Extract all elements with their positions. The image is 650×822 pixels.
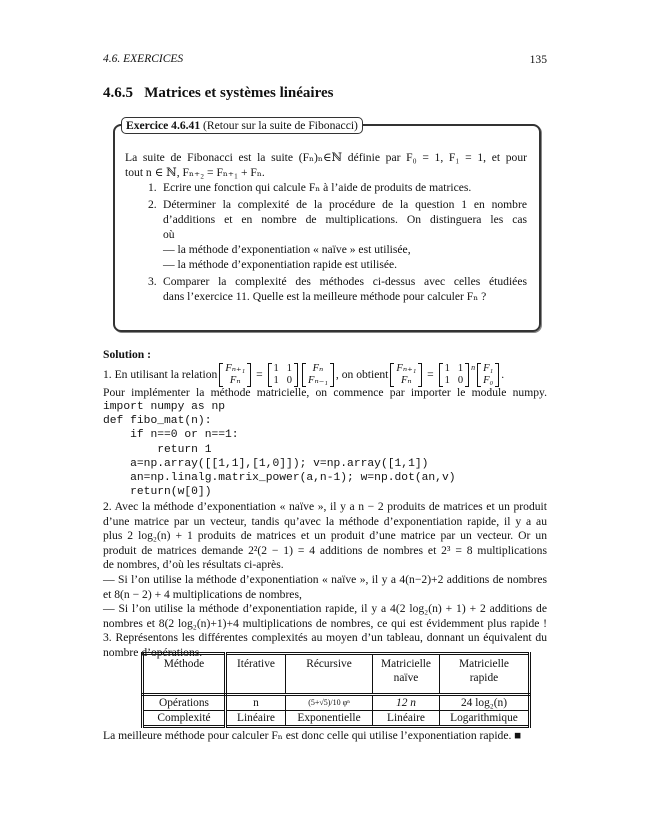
- exercise-item-line: — la méthode d’exponentiation « naïve » est utilisée,: [163, 243, 411, 256]
- code-line: import numpy as np: [103, 401, 226, 413]
- paragraph-line: nombres et 8(2 log₂(n)+1)+4 multiplications de nombres, ce qui est évidemment plus rapide !: [103, 616, 547, 630]
- table-header-cell: Méthode: [143, 654, 226, 695]
- matrix-lhs-2: Fₙ₊₁ Fₙ: [390, 363, 422, 387]
- exercise-item-line: Déterminer la complexité de la procédure de la question 1 en nombre: [163, 198, 527, 211]
- table-cell: Linéaire: [373, 711, 440, 727]
- exercise-item-line: d’additions et en nombre de multiplications. On distinguera les cas: [163, 213, 527, 226]
- table-cell: Linéaire: [226, 711, 286, 727]
- exercise-intro-2: tout n ∈ ℕ, Fₙ₊₂ = Fₙ₊₁ + Fₙ.: [125, 166, 265, 179]
- running-header-section: 4.6. EXERCICES: [103, 53, 184, 65]
- table-row: [143, 695, 530, 711]
- table-cell: 12 n: [373, 695, 440, 711]
- paragraph-line: d’une matrice par un vecteur, tandis qu’avec la méthode d’exponentiation rapide, il y a au: [103, 514, 547, 528]
- matrix-a: 1 1 1 0: [268, 363, 299, 387]
- exercise-item-line: Comparer la complexité des méthodes ci-dessus avec celles étudiées: [163, 275, 527, 288]
- paragraph-line: 3. Représentons les différentes complexités au moyen d’un tableau, donnant un équivalent du: [103, 631, 547, 645]
- matrix-a-2: 1 1 1 0: [439, 363, 470, 387]
- table-cell: Opérations: [143, 695, 226, 711]
- paragraph-line: nombre d’opérations.: [103, 646, 203, 659]
- conclusion: La meilleure méthode pour calculer Fₙ est donc celle qui utilise l’exponentiation rapide. ■: [103, 729, 522, 742]
- matrix-f: F₁ F₀: [477, 363, 499, 387]
- exercise-label: [121, 117, 363, 134]
- table-cell: Logarithmique: [440, 711, 530, 727]
- code-line: a=np.array([[1,1],[1,0]]); v=np.array([1,1]): [103, 457, 429, 470]
- exercise-number: Exercice 4.6.41: [126, 119, 201, 132]
- exercise-item-line: Ecrire une fonction qui calcule Fₙ à l’aide de produits de matrices.: [163, 181, 472, 194]
- page-number: 135: [529, 53, 547, 66]
- paragraph-line: et 8(n − 2) + 4 multiplications de nombres,: [103, 587, 302, 601]
- solution-title: Solution :: [103, 348, 151, 361]
- section-title: 4.6.5 Matrices et systèmes linéaires: [103, 85, 334, 101]
- table-header-cell: Récursive: [286, 654, 373, 695]
- paragraph-line: produit de matrices demande 2²(2 − 1) = 4 additions de nombres et 2³ = 8 multiplications: [103, 543, 547, 557]
- exercise-subtitle: (Retour sur la suite de Fibonacci): [200, 119, 358, 132]
- paragraph-line: 2. Avec la méthode d’exponentiation « naïve », il y a n − 2 produits de matrices et un produit: [103, 500, 547, 513]
- table-header-cell: Matricielle rapide: [440, 654, 530, 695]
- code-line: if n==0 or n==1:: [103, 429, 239, 442]
- obtain-text: , on obtient: [335, 368, 389, 381]
- complexity-table: [141, 652, 531, 728]
- paragraph-line: plus 2 log₂(n) + 1 produits de matrices et un produit d’une matrice par un vecteur. Or un: [103, 529, 547, 543]
- matrix-exponent: n: [471, 363, 476, 372]
- matrix-relation-line: 1. En utilisant la relation Fₙ₊₁ Fₙ = 1 1 1 0 Fₙ Fₙ₋₁ , on obtient Fₙ₊₁ Fₙ = 1 1 1 0 $^n$ F₁ F₀ .: [103, 363, 505, 386]
- paragraph-line: — Si l’on utilise la méthode d’exponentiation « naïve », il y a 4(n−2)+2 additions de nombres: [103, 573, 547, 586]
- numpy-intro: Pour implémenter la méthode matricielle, on commence par importer le module numpy.: [103, 386, 547, 399]
- exercise-box: [113, 124, 541, 332]
- table-header-cell: Matricielle naïve: [373, 654, 440, 695]
- matrix-rhs: Fₙ Fₙ₋₁: [302, 363, 334, 387]
- code-line: return(w[0]): [103, 486, 212, 499]
- code-line: an=np.linalg.matrix_power(a,n-1); w=np.dot(an,v): [103, 472, 456, 484]
- exercise-intro-1: La suite de Fibonacci est la suite (Fₙ)ₙ∈ℕ définie par F₀ = 1, F₁ = 1, et pour: [125, 151, 527, 164]
- exercise-item-line: — la méthode d’exponentiation rapide est utilisée.: [163, 258, 398, 271]
- table-header-cell: Itérative: [226, 654, 286, 695]
- exercise-item-line: dans l’exercice 11. Quelle est la meilleure méthode pour calculer Fₙ ?: [163, 290, 487, 303]
- table-header-row: [143, 654, 530, 695]
- table-cell: Complexité: [143, 711, 226, 727]
- table-cell: n: [226, 695, 286, 711]
- table-cell: 24 log₂(n): [440, 695, 530, 711]
- exercise-item-number: 2.: [148, 198, 157, 211]
- code-line: return 1: [103, 443, 212, 456]
- matrix-lhs: Fₙ₊₁ Fₙ: [219, 363, 251, 387]
- exercise-item-line: où: [163, 228, 175, 241]
- table-cell: (5+√5)/10 φⁿ: [286, 695, 373, 711]
- table-cell: Exponentielle: [286, 711, 373, 727]
- paragraph-line: de nombres, d’où les résultats ci-après.: [103, 558, 284, 572]
- paragraph-line: — Si l’on utilise la méthode d’exponentiation rapide, il y a 4(2 log₂(n) + 1) + 2 additions de: [103, 602, 547, 616]
- code-line: def fibo_mat(n):: [103, 415, 212, 428]
- relation-text: 1. En utilisant la relation: [103, 368, 218, 381]
- exercise-item-number: 3.: [148, 275, 157, 288]
- exercise-item-number: 1.: [148, 181, 157, 194]
- table-row: [143, 711, 530, 727]
